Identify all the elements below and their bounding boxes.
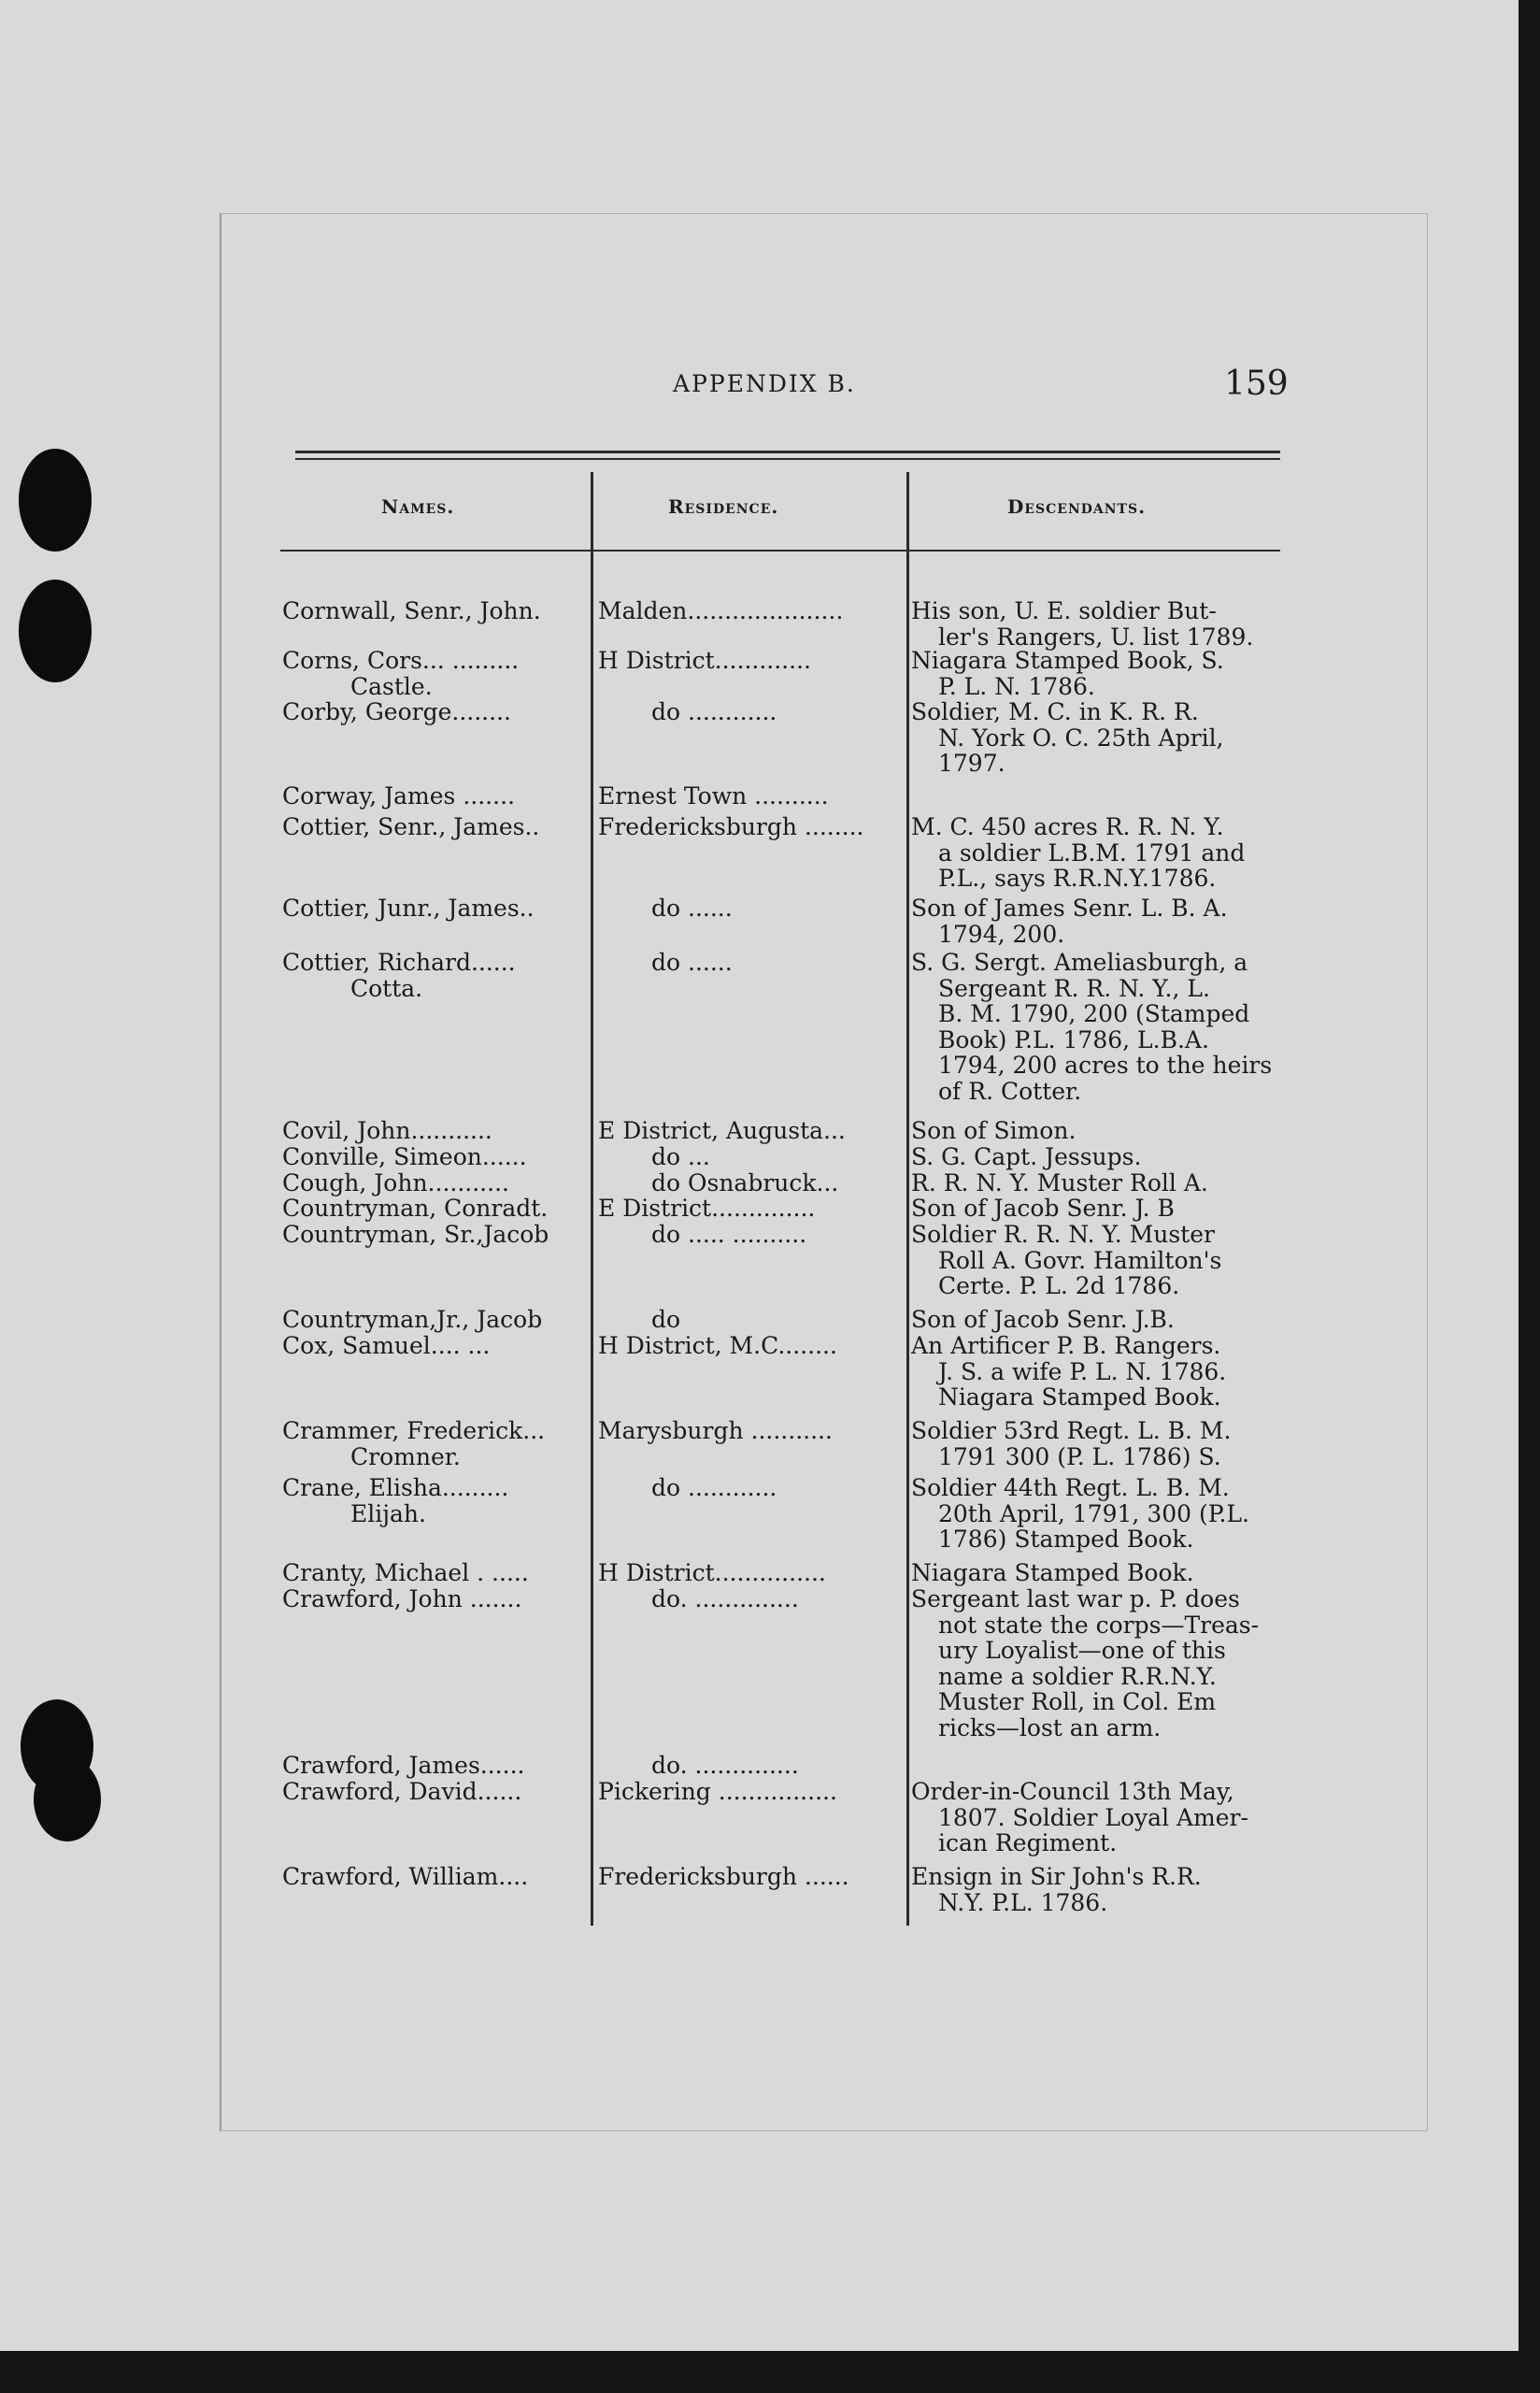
descendants-cell: 1807. Soldier Loyal Amer- bbox=[938, 1803, 1248, 1831]
residence-cell: Fredericksburgh ...... bbox=[598, 1863, 849, 1890]
descendants-cell: P.L., says R.R.N.Y.1786. bbox=[938, 865, 1217, 892]
name-cell: Elijah. bbox=[350, 1499, 426, 1527]
descendants-cell: ricks—lost an arm. bbox=[938, 1713, 1162, 1741]
descendants-cell: Order-in-Council 13th May, bbox=[911, 1778, 1234, 1805]
residence-cell: do ...... bbox=[651, 949, 733, 976]
descendants-cell: Soldier 44th Regt. L. B. M. bbox=[911, 1474, 1230, 1501]
residence-cell: H District............. bbox=[598, 647, 811, 674]
residence-cell: do ............ bbox=[651, 1474, 777, 1501]
descendants-cell: 1794, 200. bbox=[938, 920, 1065, 948]
punch-hole bbox=[19, 449, 92, 552]
residence-cell: do bbox=[651, 1306, 681, 1333]
descendants-cell: Niagara Stamped Book, S. bbox=[911, 647, 1224, 674]
residence-cell: do ... bbox=[651, 1143, 710, 1170]
column-header-rule bbox=[280, 550, 1280, 552]
column-header-residence: Residence. bbox=[668, 495, 779, 518]
name-cell: Crawford, David...... bbox=[282, 1778, 522, 1805]
descendants-cell: N.Y. P.L. 1786. bbox=[938, 1888, 1108, 1916]
name-cell: Crawford, James...... bbox=[282, 1752, 525, 1779]
descendants-cell: ican Regiment. bbox=[938, 1829, 1118, 1856]
name-cell: Cox, Samuel.... ... bbox=[282, 1332, 491, 1359]
descendants-cell: An Artificer P. B. Rangers. bbox=[911, 1332, 1221, 1359]
residence-cell: H District............... bbox=[598, 1559, 826, 1586]
descendants-cell: 20th April, 1791, 300 (P.L. bbox=[938, 1499, 1249, 1527]
descendants-cell: R. R. N. Y. Muster Roll A. bbox=[911, 1169, 1208, 1196]
descendants-cell: Certe. P. L. 2d 1786. bbox=[938, 1272, 1180, 1299]
descendants-cell: Book) P.L. 1786, L.B.A. bbox=[938, 1025, 1209, 1053]
descendants-cell: Muster Roll, in Col. Em bbox=[938, 1688, 1217, 1715]
name-cell: Countryman, Sr.,Jacob bbox=[282, 1221, 549, 1248]
residence-cell: E District, Augusta... bbox=[598, 1117, 846, 1144]
descendants-cell: Soldier 53rd Regt. L. B. M. bbox=[911, 1417, 1232, 1444]
residence-cell: Marysburgh ........... bbox=[598, 1417, 833, 1444]
descendants-cell: S. G. Sergt. Ameliasburgh, a bbox=[911, 949, 1248, 976]
descendants-cell: 1791 300 (P. L. 1786) S. bbox=[938, 1442, 1221, 1470]
residence-cell: Pickering ................ bbox=[598, 1778, 837, 1805]
descendants-cell: Son of Jacob Senr. J. B bbox=[911, 1195, 1175, 1222]
residence-cell: do ............ bbox=[651, 698, 777, 725]
column-header-names: Names. bbox=[381, 495, 455, 518]
descendants-cell: 1786) Stamped Book. bbox=[938, 1526, 1194, 1553]
residence-cell: do ..... .......... bbox=[651, 1221, 807, 1248]
descendants-cell: a soldier L.B.M. 1791 and bbox=[938, 838, 1246, 867]
descendants-cell: M. C. 450 acres R. R. N. Y. bbox=[911, 813, 1224, 840]
name-cell: Castle. bbox=[350, 672, 433, 700]
residence-cell: do. .............. bbox=[651, 1585, 799, 1612]
name-cell: Countryman, Conradt. bbox=[282, 1195, 549, 1222]
name-cell: Cornwall, Senr., John. bbox=[282, 597, 541, 624]
name-cell: Cottier, Richard...... bbox=[282, 949, 516, 976]
descendants-cell: of R. Cotter. bbox=[938, 1077, 1082, 1105]
descendants-cell: Roll A. Govr. Hamilton's bbox=[938, 1246, 1222, 1274]
descendants-cell: N. York O. C. 25th April, bbox=[938, 724, 1224, 752]
descendants-cell: His son, U. E. soldier But- bbox=[911, 597, 1217, 624]
name-cell: Covil, John........... bbox=[282, 1117, 492, 1144]
name-cell: Crawford, William.... bbox=[282, 1863, 529, 1890]
residence-cell: E District.............. bbox=[598, 1195, 816, 1222]
name-cell: Cottier, Junr., James.. bbox=[282, 895, 535, 922]
name-cell: Crammer, Frederick... bbox=[282, 1417, 546, 1444]
descendants-cell: 1797. bbox=[938, 750, 1005, 777]
name-cell: Countryman,Jr., Jacob bbox=[282, 1306, 543, 1333]
descendants-cell: B. M. 1790, 200 (Stamped bbox=[938, 1000, 1250, 1027]
name-cell: Corway, James ....... bbox=[282, 782, 515, 810]
descendants-cell: 1794, 200 acres to the heirs bbox=[938, 1052, 1273, 1079]
header-rule-bottom bbox=[295, 458, 1280, 460]
name-cell: Cottier, Senr., James.. bbox=[282, 813, 540, 840]
name-cell: Crawford, John ....... bbox=[282, 1585, 522, 1612]
name-cell: Crane, Elisha......... bbox=[282, 1474, 509, 1501]
descendants-cell: Niagara Stamped Book. bbox=[911, 1559, 1194, 1586]
name-cell: Cromner. bbox=[350, 1442, 461, 1470]
name-cell: Cranty, Michael . ..... bbox=[282, 1559, 529, 1586]
descendants-cell: Son of Jacob Senr. J.B. bbox=[911, 1306, 1175, 1333]
residence-cell: Malden..................... bbox=[598, 597, 844, 624]
residence-cell: do ...... bbox=[651, 895, 733, 922]
punch-hole bbox=[34, 1757, 101, 1841]
column-header-descendants: Descendants. bbox=[1007, 495, 1147, 518]
descendants-cell: P. L. N. 1786. bbox=[938, 672, 1095, 700]
page-number: 159 bbox=[1224, 365, 1289, 403]
name-cell: Corby, George........ bbox=[282, 698, 511, 725]
descendants-cell: J. S. a wife P. L. N. 1786. bbox=[938, 1357, 1227, 1385]
descendants-cell: Niagara Stamped Book. bbox=[938, 1383, 1221, 1411]
descendants-cell: Soldier R. R. N. Y. Muster bbox=[911, 1221, 1215, 1248]
descendants-cell: not state the corps—Treas- bbox=[938, 1611, 1260, 1639]
residence-cell: Ernest Town .......... bbox=[598, 782, 829, 810]
residence-cell: do Osnabruck... bbox=[651, 1169, 839, 1196]
name-cell: Corns, Cors... ......... bbox=[282, 647, 520, 674]
descendants-cell: Sergeant last war p. P. does bbox=[911, 1585, 1240, 1612]
descendants-cell: name a soldier R.R.N.Y. bbox=[938, 1662, 1217, 1690]
residence-cell: do. .............. bbox=[651, 1752, 799, 1779]
residence-cell: H District, M.C........ bbox=[598, 1332, 837, 1359]
descendants-cell: Ensign in Sir John's R.R. bbox=[911, 1863, 1202, 1890]
name-cell: Cotta. bbox=[350, 974, 423, 1002]
descendants-cell: Sergeant R. R. N. Y., L. bbox=[938, 974, 1210, 1002]
name-cell: Cough, John........... bbox=[282, 1169, 509, 1196]
page-title: APPENDIX B. bbox=[673, 370, 856, 397]
descendants-cell: ler's Rangers, U. list 1789. bbox=[938, 623, 1254, 651]
punch-hole bbox=[19, 580, 92, 682]
descendants-cell: ury Loyalist—one of this bbox=[938, 1637, 1226, 1664]
descendants-cell: Son of Simon. bbox=[911, 1117, 1077, 1144]
descendants-cell: Soldier, M. C. in K. R. R. bbox=[911, 698, 1199, 725]
name-cell: Conville, Simeon...... bbox=[282, 1143, 527, 1170]
residence-cell: Fredericksburgh ........ bbox=[598, 813, 864, 840]
descendants-cell: S. G. Capt. Jessups. bbox=[911, 1143, 1142, 1170]
descendants-cell: Son of James Senr. L. B. A. bbox=[911, 895, 1228, 922]
column-divider bbox=[906, 472, 909, 1926]
header-rule-top bbox=[295, 451, 1280, 453]
column-divider bbox=[591, 472, 593, 1926]
